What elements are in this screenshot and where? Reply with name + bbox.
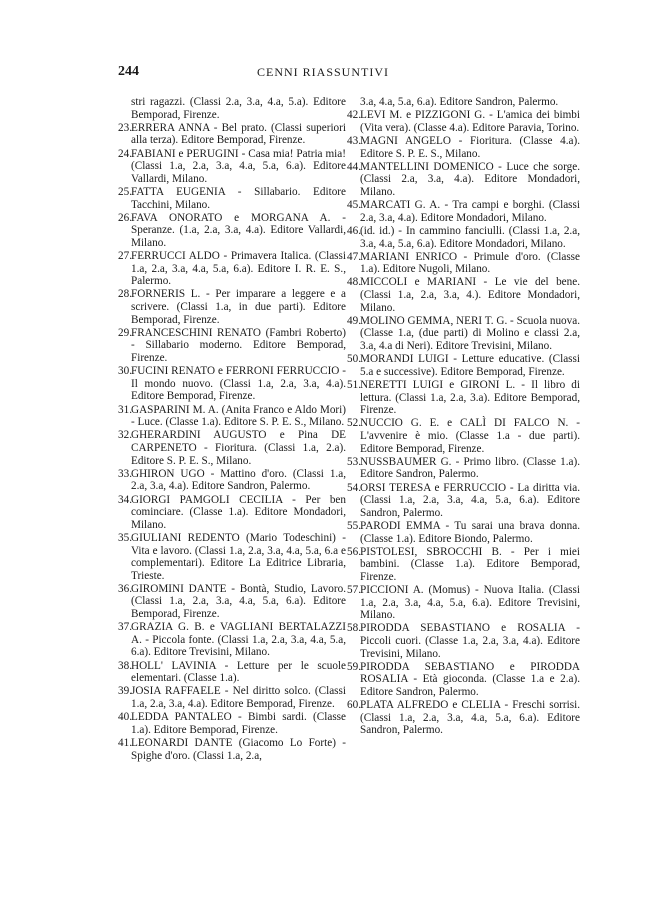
entry-text: ORSI TERESA e FERRUCCIO - La diritta via. (Classi 1.a, 2.a, 3.a, 4.a, 5.a, 6.a). Editore Sandron, Palermo. [360, 481, 580, 519]
entry-text: PARODI EMMA - Tu sarai una brava donna. (Classe 1.a). Editore Biondo, Palermo. [360, 519, 580, 545]
entry-text: LEVI M. e PIZZIGONI G. - L'amica dei bimbi (Vita vera). (Classe 4.a). Editore Paravia, Torino. [360, 109, 580, 134]
entry-number: 30. [118, 365, 132, 378]
list-item [118, 404, 346, 429]
list-item [347, 520, 580, 545]
list-item [347, 622, 580, 660]
entry-number: 59. [347, 660, 361, 673]
entry-text: FORNERIS L. - Per imparare a leggere e a scrivere. (Classi 1.a, in due parti). Editore Bemporad, Firenze. [131, 288, 346, 326]
entry-number: 23. [118, 121, 132, 134]
entry-text: MAGNI ANGELO - Fioritura. (Classe 4.a). Editore S. P. E. S., Milano. [360, 134, 580, 160]
entry-number: 50. [347, 353, 361, 366]
entry-number: 34. [118, 493, 132, 506]
running-title: CENNI RIASSUNTIVI [257, 65, 389, 79]
entry-text: FATTA EUGENIA - Sillabario. Editore Tacchini, Milano. [131, 185, 346, 211]
entry-number: 45. [347, 199, 361, 212]
list-item [118, 711, 346, 736]
entry-number: 29. [118, 326, 132, 339]
list-item [118, 250, 346, 288]
entry-number: 55. [347, 519, 361, 532]
list-item [118, 532, 346, 582]
list-item [347, 482, 580, 520]
entry-text: stri ragazzi. (Classi 2.a, 3.a, 4.a, 5.a). Editore Bemporad, Firenze. [131, 96, 346, 121]
entry-number: 33. [118, 467, 132, 480]
entry-text: NUCCIO G. E. e CALÌ DI FALCO N. - L'avvenire è mio. (Classe 1.a - due parti). Editore Bemporad, Firenze. [360, 417, 580, 455]
list-item [347, 315, 580, 353]
entry-number: 47. [347, 250, 361, 263]
list-item [118, 148, 346, 186]
list-item [347, 161, 580, 199]
entry-number: 27. [118, 250, 132, 263]
entry-text: FUCINI RENATO e FERRONI FERRUCCIO - Il mondo nuovo. (Classi 1.a, 2.a, 3.a, 4.a). Editore Bemporad, Firenze. [131, 365, 346, 403]
entry-number: 39. [118, 685, 132, 698]
entry-text: 3.a, 4.a, 5.a, 6.a). Editore Sandron, Palermo. [360, 96, 559, 108]
entry-text: FABIANI e PERUGINI - Casa mia! Patria mia! (Classi 1.a, 2.a, 3.a, 4.a, 5.a, 6.a). Editore Vallardi, Milano. [131, 147, 346, 185]
list-item [347, 353, 580, 378]
entry-number: 37. [118, 621, 132, 634]
entry-text: LEDDA PANTALEO - Bimbi sardi. (Classe 1.a). Editore Bemporad, Firenze. [131, 711, 346, 736]
entry-text: JOSIA RAFFAELE - Nel diritto solco. (Classi 1.a, 2.a, 3.a, 4.a). Editore Bemporad, Firenze. [131, 685, 346, 710]
list-item [347, 456, 580, 481]
list-item [118, 494, 346, 532]
list-item [118, 96, 346, 121]
page-number: 244 [118, 64, 139, 79]
list-item [347, 379, 580, 417]
entry-text: GIROMINI DANTE - Bontà, Studio, Lavoro. (Classi 1.a, 2.a, 3.a, 4.a, 5.a, 6.a). Editore Bemporad, Firenze. [131, 582, 346, 621]
entry-text: PLATA ALFREDO e CLELIA - Freschi sorrisi. (Classi 1.a, 2.a, 3.a, 4.a, 5.a, 6.a). Editore Sandron, Palermo. [360, 699, 580, 737]
entry-text: PISTOLESI, SBROCCHI B. - Per i miei bambini. (Classe 1.a). Editore Bemporad, Firenze. [360, 545, 580, 583]
list-item [347, 135, 580, 160]
entry-text: MORANDI LUIGI - Letture educative. (Classi 5.a e successive). Editore Bemporad, Firenze. [360, 353, 580, 378]
entry-text: GIULIANI REDENTO (Mario Todeschini) - Vita e lavoro. (Classi 1.a, 2.a, 3.a, 4.a, 5.a, 6.a e complementari). Editore La Editrice Libraria, Trieste. [131, 531, 346, 582]
entry-text: MARCATI G. A. - Tra campi e borghi. (Classi 2.a, 3.a, 4.a). Editore Mondadori, Milano. [360, 199, 580, 224]
entry-number: 43. [347, 134, 361, 147]
list-item [118, 327, 346, 365]
list-item [118, 660, 346, 685]
entry-text: GASPARINI M. A. (Anita Franco e Aldo Mori) - Luce. (Classe 1.a). Editore S. P. E. S., Milano. [131, 403, 346, 429]
entry-number: 46. [347, 224, 361, 237]
entry-number: 44. [347, 160, 361, 173]
entry-text: MARIANI ENRICO - Primule d'oro. (Classe 1.a). Editore Nugoli, Milano. [360, 250, 580, 276]
entry-text: FERRUCCI ALDO - Primavera Italica. (Classi 1.a, 2.a, 3.a, 4.a, 5.a, 6.a). Editore I. R. E. S., Palermo. [131, 250, 346, 288]
entry-text: (id. id.) - In cammino fanciulli. (Classi 1.a, 2.a, 3.a, 4.a, 5.a, 6.a). Editore Mondadori, Milano. [360, 224, 580, 250]
list-item [118, 122, 346, 147]
entry-number: 40. [118, 711, 132, 724]
entry-text: PICCIONI A. (Momus) - Nuova Italia. (Classi 1.a, 2.a, 3.a, 4.a, 5.a, 6.a). Editore Trevisini, Milano. [360, 584, 580, 622]
list-item [347, 417, 580, 455]
list-item [347, 276, 580, 314]
page-header [118, 64, 528, 82]
list-item [347, 546, 580, 584]
entry-text: HOLL' LAVINIA - Letture per le scuole elementari. (Classe 1.a). [131, 659, 346, 685]
entry-number: 35. [118, 531, 132, 544]
entry-number: 38. [118, 659, 132, 672]
list-item [118, 212, 346, 250]
entry-number: 25. [118, 185, 132, 198]
left-column [118, 96, 346, 763]
entry-text: LEONARDI DANTE (Giacomo Lo Forte) - Spighe d'oro. (Classi 1.a, 2.a, [131, 736, 346, 762]
list-item [118, 583, 346, 621]
entry-text: GHIRON UGO - Mattino d'oro. (Classi 1.a, 2.a, 3.a, 4.a). Editore Sandron, Palermo. [131, 467, 346, 493]
entry-text: GIORGI PAMGOLI CECILIA - Per ben cominciare. (Classe 1.a). Editore Mondadori, Milano. [131, 493, 346, 531]
list-item [347, 661, 580, 699]
entry-text: FRANCESCHINI RENATO (Fambri Roberto) - Sillabario moderno. Editore Bemporad, Firenze. [131, 326, 346, 365]
list-item [118, 186, 346, 211]
entry-number: 53. [347, 455, 361, 468]
entry-number: 51. [347, 379, 361, 391]
list-item [347, 584, 580, 622]
entry-number: 36. [118, 582, 132, 595]
entry-number: 31. [118, 403, 132, 416]
list-item [347, 109, 580, 134]
entry-number: 41. [118, 736, 132, 749]
list-item [118, 365, 346, 403]
entry-text: MICCOLI e MARIANI - Le vie del bene. (Classi 1.a, 2.a, 3.a, 4.). Editore Mondadori, Milano. [360, 276, 580, 314]
entry-number: 57. [347, 584, 361, 597]
list-item [118, 429, 346, 467]
entry-number: 52. [347, 417, 361, 430]
list-item [347, 199, 580, 224]
entry-number: 56. [347, 545, 361, 558]
entry-text: PIRODDA SEBASTIANO e PIRODDA ROSALIA - Età gioconda. (Classe 1.a e 2.a). Editore Sandron, Palermo. [360, 660, 580, 698]
entry-number: 24. [118, 147, 132, 160]
entry-text: FAVA ONORATO e MORGANA A. - Speranze. (1.a, 2.a, 3.a, 4.a). Editore Vallardi, Milano. [131, 211, 346, 249]
entry-text: NERETTI LUIGI e GIRONI L. - Il libro di lettura. (Classi 1.a, 2.a, 3.a). Editore Bemporad, Firenze. [360, 379, 580, 417]
entry-number: 42. [347, 109, 361, 122]
list-item [118, 288, 346, 326]
list-item [118, 468, 346, 493]
entry-number: 32. [118, 429, 132, 442]
entry-number: 28. [118, 288, 132, 301]
list-item [347, 251, 580, 276]
list-item [347, 225, 580, 250]
entry-number: 54. [347, 481, 361, 494]
list-item [347, 96, 580, 109]
entry-number: 49. [347, 314, 361, 327]
list-item [118, 685, 346, 710]
right-column [347, 96, 580, 738]
entry-text: MOLINO GEMMA, NERI T. G. - Scuola nuova. (Classe 1.a, (due parti) di Molino e classi 2.a, 3.a, 4.a di Neri). Editore Trevisini, Milano. [360, 314, 580, 353]
entry-number: 58. [347, 622, 361, 635]
entry-text: GHERARDINI AUGUSTO e Pina DE CARPENETO - Fioritura. (Classi 1.a, 2.a). Editore S. P. E. S., Milano. [131, 429, 346, 467]
entry-text: ERRERA ANNA - Bel prato. (Classi superiori alla terza). Editore Bemporad, Firenze. [131, 121, 346, 147]
entry-text: MANTELLINI DOMENICO - Luce che sorge. (Classi 2.a, 3.a, 4.a). Editore Mondadori, Milano. [360, 160, 580, 198]
list-item [118, 621, 346, 659]
list-item [347, 699, 580, 737]
entry-text: PIRODDA SEBASTIANO e ROSALIA - Piccoli cuori. (Classe 1.a, 2.a, 3.a, 4.a). Editore Trevisini, Milano. [360, 622, 580, 660]
entry-text: GRAZIA G. B. e VAGLIANI BERTALAZZI A. - Piccola fonte. (Classi 1.a, 2.a, 3.a, 4.a, 5.a, 6.a). Editore Trevisini, Milano. [131, 621, 346, 659]
entry-number: 48. [347, 276, 361, 289]
entry-number: 26. [118, 211, 132, 224]
entry-text: NUSSBAUMER G. - Primo libro. (Classe 1.a). Editore Sandron, Palermo. [360, 455, 580, 481]
list-item [118, 737, 346, 762]
entry-number: 60. [347, 699, 361, 712]
